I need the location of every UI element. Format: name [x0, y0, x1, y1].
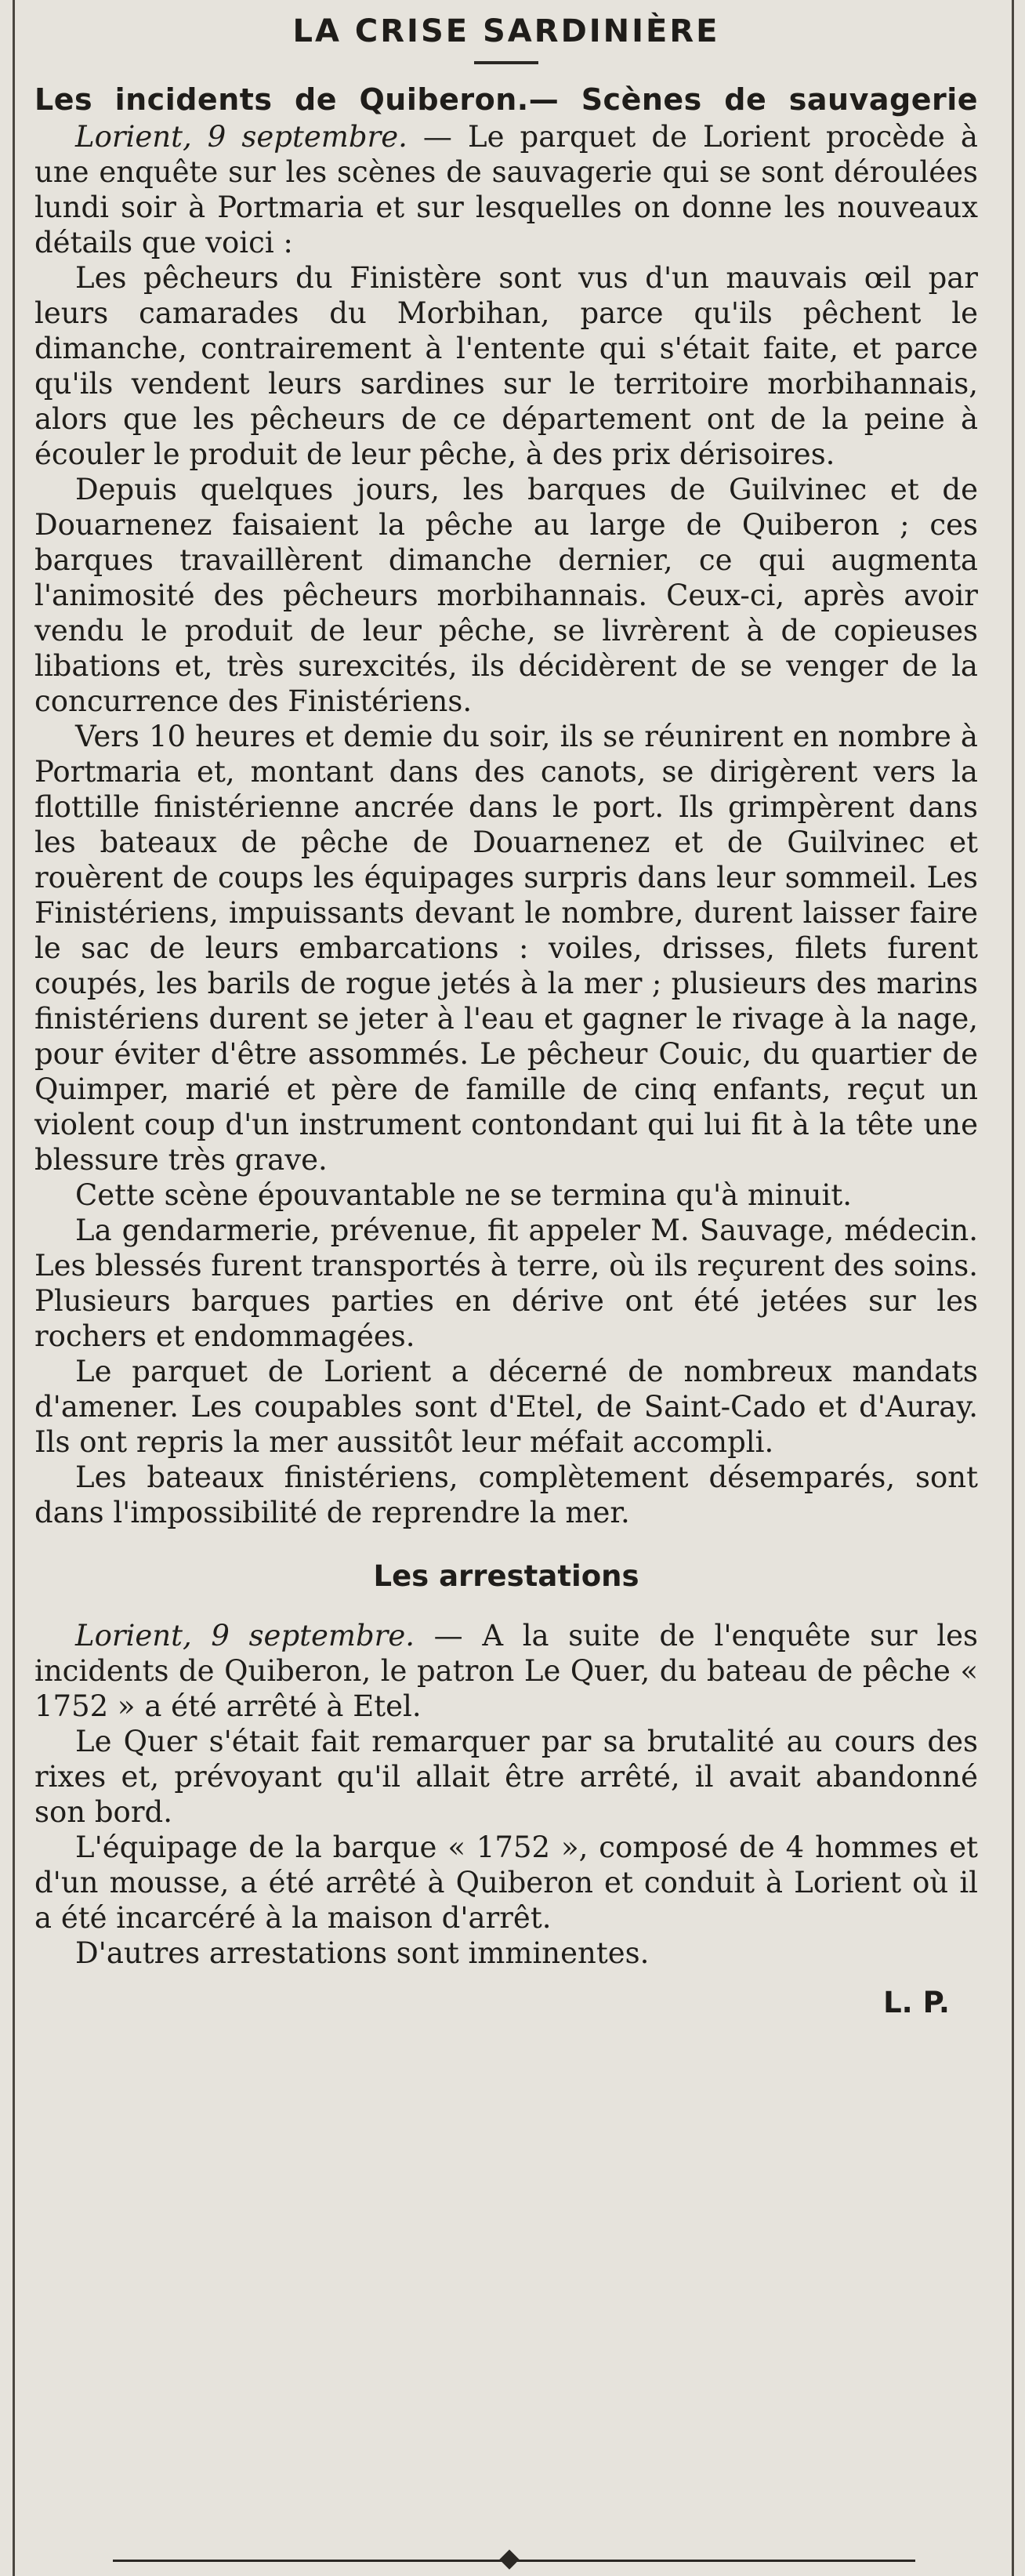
paragraph-7: Le parquet de Lorient a décerné de nombreux mandats d'amener. Les coupables sont d'Etel, de Saint-Cado et d'Auray. Ils ont repris la mer aussitôt leur méfait accompli.: [34, 1355, 978, 1459]
article: [34, 0, 978, 2023]
arrest-paragraph-1: [34, 1618, 978, 1724]
arrest-dateline: Lorient, 9 septembre.: [75, 1619, 415, 1653]
arrest-paragraph-3: L'équipage de la barque « 1752 », composé de 4 hommes et d'un mousse, a été arrêté à Quiberon et conduit à Lorient où il a été incarcéré à la maison d'arrêt.: [34, 1830, 978, 1935]
paragraph-1-text: — Le parquet de Lorient procède à une enquête sur les scènes de sauvagerie qui se sont déroulées lundi soir à Portmaria et sur lesquelles on donne les nouveaux détails que voici :: [34, 120, 978, 259]
paragraph-5: Cette scène épouvantable ne se termina qu'à minuit.: [75, 1178, 852, 1212]
arrest-paragraph-4: D'autres arrestations sont imminentes.: [75, 1936, 650, 1970]
end-ornament: [113, 2552, 915, 2568]
dateline: Lorient, 9 septembre.: [75, 120, 407, 154]
paragraph-3: Depuis quelques jours, les barques de Guilvinec et de Douarnenez faisaient la pêche au large de Quiberon ; ces barques travaillèrent dimanche dernier, ce qui augmenta l'animosité des pêcheurs morbihannais. Ceux-ci, après avoir vendu le produit de leur pêche, se livrèrent à de copieuses libations et, très surexcités, ils décidèrent de se venger de la concurrence des Finistériens.: [34, 473, 978, 718]
paragraph-8: Les bateaux finistériens, complètement désemparés, sont dans l'impossibilité de reprendre la mer.: [34, 1460, 978, 1529]
article-title: LA CRISE SARDINIÈRE: [292, 13, 720, 49]
title-rule: [474, 61, 538, 64]
section-heading-arrestations: Les arrestations: [373, 1559, 639, 1593]
arrest-paragraph-1-text: — A la suite de l'enquête sur les incidents de Quiberon, le patron Le Quer, du bateau de pêche « 1752 » a été arrêté à Etel.: [34, 1619, 978, 1723]
paragraph-2: Les pêcheurs du Finistère sont vus d'un mauvais œil par leurs camarades du Morbihan, parce qu'ils pêchent le dimanche, contrairement à l'entente qui s'était faite, et parce qu'ils vendent leurs sardines sur le territoire morbihannais, alors que les pêcheurs de ce département ont de la peine à écouler le produit de leur pêche, à des prix dérisoires.: [34, 261, 978, 471]
left-column-rule: [13, 0, 15, 2576]
paragraph-6: La gendarmerie, prévenue, fit appeler M. Sauvage, médecin. Les blessés furent transportés à terre, où ils reçurent des soins. Plusieurs barques parties en dérive ont été jetées sur les rochers et endommagées.: [34, 1214, 978, 1353]
paragraph-4: Vers 10 heures et demie du soir, ils se réunirent en nombre à Portmaria et, montant dans des canots, se dirigèrent vers la flottille finistérienne ancrée dans le port. Ils grimpèrent dans les bateaux de pêche de Douarnenez et de Guilvinec et rouèrent de coups les équipages surpris dans leur sommeil. Les Finistériens, impuissants devant le nombre, durent laisser faire le sac de leurs embarcations : voiles, drisses, filets furent coupés, les barils de rogue jetés à la mer ; plusieurs des marins finistériens durent se jeter à l'eau et gagner le rivage à la nage, pour éviter d'être assommés. Le pêcheur Couic, du quartier de Quimper, marié et père de famille de cinq enfants, reçut un violent coup d'un instrument contondant qui lui fit à la tête une blessure très grave.: [34, 720, 978, 1177]
diamond-ornament-icon: [499, 2549, 519, 2569]
right-column-rule: [1012, 0, 1014, 2576]
article-subtitle: Les incidents de Quiberon.— Scènes de sauvagerie: [34, 82, 978, 117]
arrest-paragraph-2: Le Quer s'était fait remarquer par sa brutalité au cours des rixes et, prévoyant qu'il allait être arrêté, il avait abandonné son bord.: [34, 1725, 978, 1829]
paragraph-1: [34, 119, 978, 260]
signature: L. P.: [883, 1986, 950, 2019]
